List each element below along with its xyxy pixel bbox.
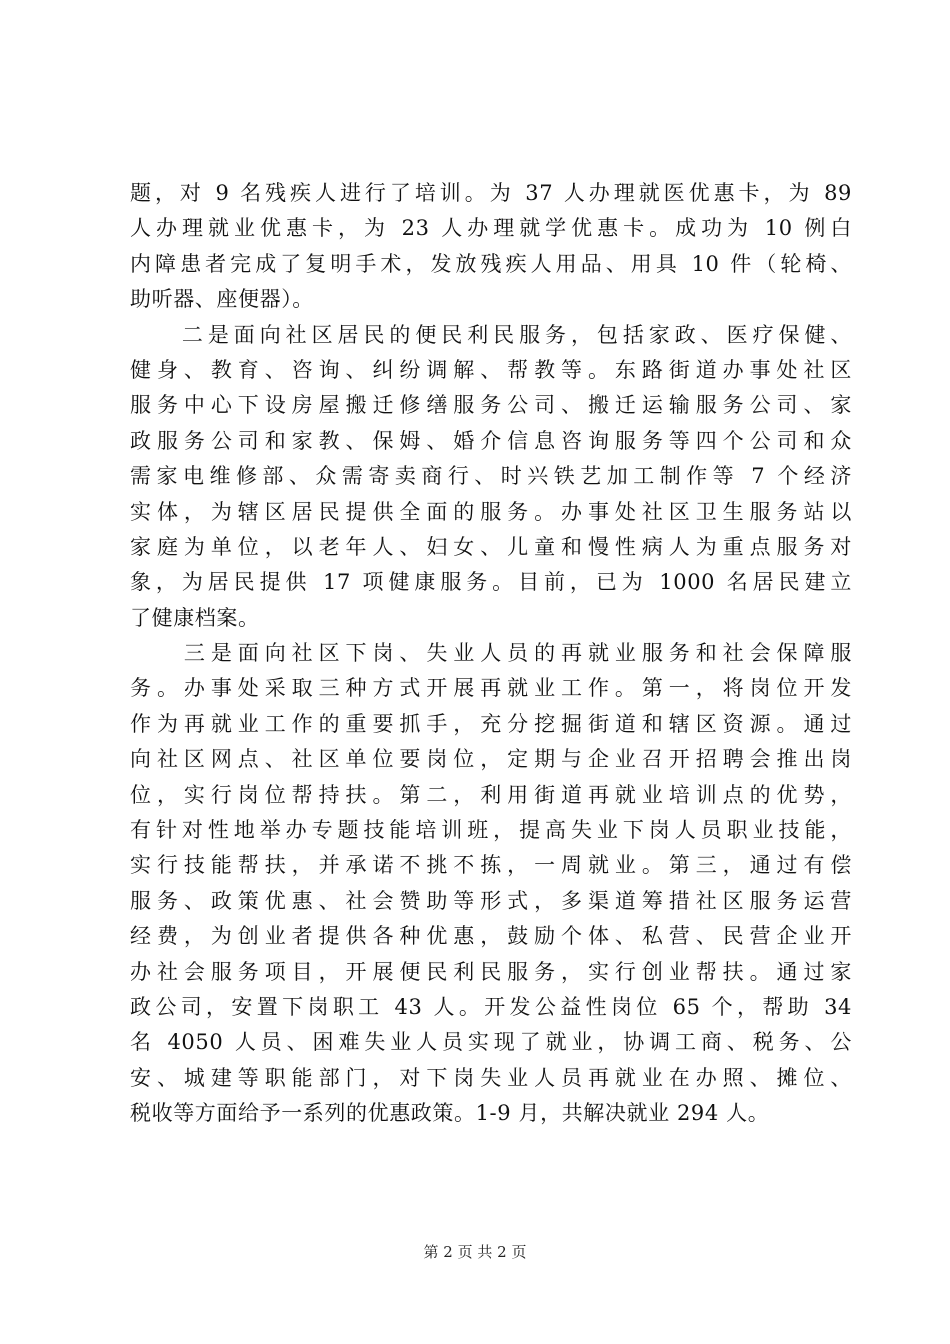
page-footer: 第 2 页 共 2 页 — [423, 1243, 527, 1261]
text-line: 家庭为单位，以老年人、妇女、儿童和慢性病人为重点服务对 — [130, 534, 852, 559]
text-line: 税收等方面给予一系列的优惠政策。1-9 月，共解决就业 294 人。 — [130, 1101, 770, 1126]
text-line: 三是面向社区下岗、失业人员的再就业服务和社会保障服 — [130, 641, 852, 666]
text-line: 有针对性地举办专题技能培训班，提高失业下岗人员职业技能， — [130, 818, 852, 843]
text-line: 服务中心下设房屋搬迁修缮服务公司、搬迁运输服务公司、家 — [130, 393, 852, 418]
text-line: 助听器、座便器）。 — [130, 287, 314, 312]
text-line: 安、城建等职能部门，对下岗失业人员再就业在办照、摊位、 — [130, 1065, 852, 1090]
text-line: 了健康档案。 — [130, 605, 260, 630]
text-line: 向社区网点、社区单位要岗位，定期与企业召开招聘会推出岗 — [130, 747, 852, 772]
text-line: 作为再就业工作的重要抓手，充分挖掘街道和辖区资源。通过 — [130, 711, 852, 736]
text-line: 政服务公司和家教、保姆、婚介信息咨询服务等四个公司和众 — [130, 428, 852, 453]
document-body — [130, 176, 852, 1132]
text-line: 二是面向社区居民的便民利民服务，包括家政、医疗保健、 — [130, 322, 852, 347]
text-line: 健身、教育、咨询、纠纷调解、帮教等。东路街道办事处社区 — [130, 357, 852, 382]
text-line: 位，实行岗位帮持扶。第二，利用街道再就业培训点的优势， — [130, 782, 852, 807]
text-line: 象，为居民提供 17 项健康服务。目前，已为 1000 名居民建立 — [130, 570, 852, 595]
text-line: 内障患者完成了复明手术，发放残疾人用品、用具 10 件（轮椅、 — [130, 251, 852, 276]
text-line: 务。办事处采取三种方式开展再就业工作。第一，将岗位开发 — [130, 676, 852, 701]
text-line: 政公司，安置下岗职工 43 人。开发公益性岗位 65 个，帮助 34 — [130, 994, 852, 1019]
text-line: 需家电维修部、众需寄卖商行、时兴铁艺加工制作等 7 个经济 — [130, 464, 852, 489]
text-line: 实行技能帮扶，并承诺不挑不拣，一周就业。第三，通过有偿 — [130, 853, 852, 878]
text-line: 题，对 9 名残疾人进行了培训。为 37 人办理就医优惠卡，为 89 — [130, 181, 852, 205]
text-line: 办社会服务项目，开展便民利民服务，实行创业帮扶。通过家 — [130, 959, 852, 984]
text-line: 人办理就业优惠卡，为 23 人办理就学优惠卡。成功为 10 例白 — [130, 216, 852, 241]
text-line: 名 4050 人员、困难失业人员实现了就业，协调工商、税务、公 — [130, 1030, 852, 1055]
text-line: 服务、政策优惠、社会赞助等形式，多渠道筹措社区服务运营 — [130, 888, 852, 913]
text-line: 经费，为创业者提供各种优惠，鼓励个体、私营、民营企业开 — [130, 924, 852, 949]
text-line: 实体，为辖区居民提供全面的服务。办事处社区卫生服务站以 — [130, 499, 852, 524]
